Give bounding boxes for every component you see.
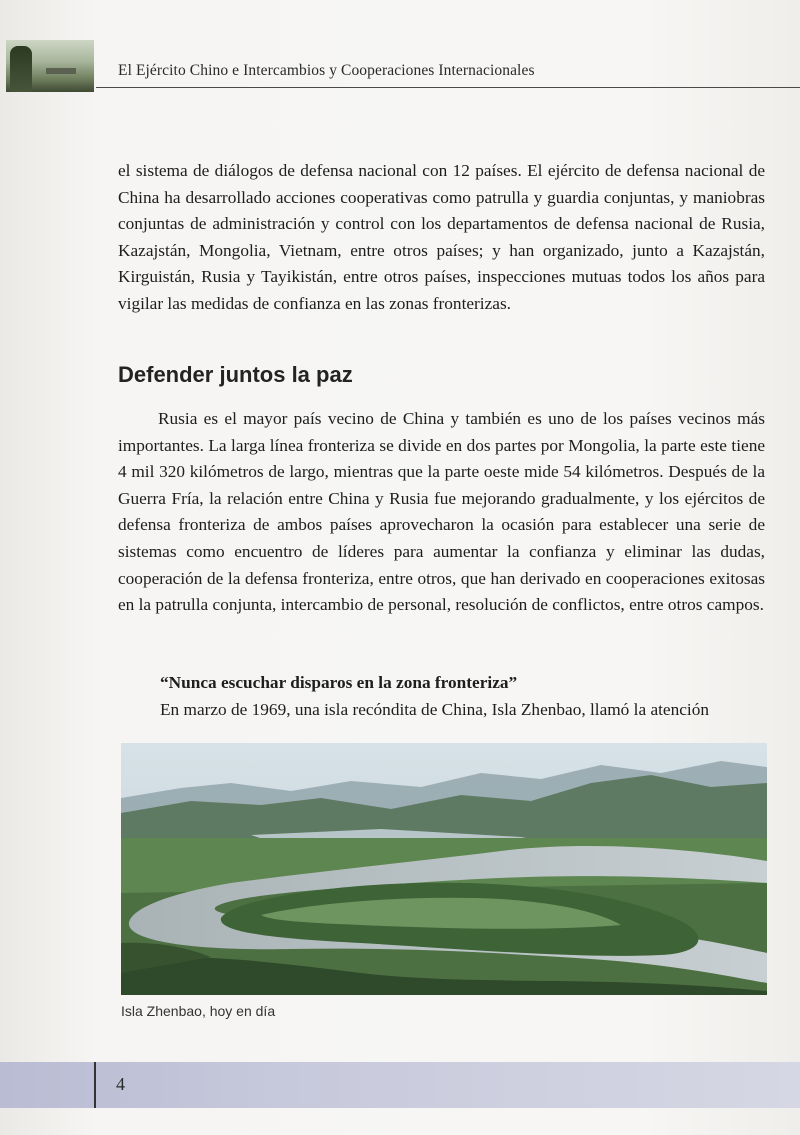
tree-silhouette — [10, 46, 32, 92]
header-rule — [96, 87, 800, 88]
footer-divider — [94, 1062, 96, 1108]
landscape-illustration — [121, 743, 767, 995]
section-heading: Defender juntos la paz — [118, 362, 353, 387]
running-header-title: El Ejército Chino e Intercambios y Cooperaciones Internacionales — [118, 62, 535, 79]
paragraph-intro: el sistema de diálogos de defensa nacional con 12 países. El ejército de defensa nacional de China ha desarrollado acciones cooperativas como patrulla y guardia conjuntas, y maniobras conjuntas de administración y control con los departamentos de defensa nacional de Rusia, Kazajstán, Mongolia, Vietnam, entre otros países; y han organizado, junto a Kazajstán, Kirguistán, Rusia y Tayikistán, entre otros países, inspecciones mutuas todos los años para vigilar las medidas de confianza en las zonas fronterizas. — [118, 161, 765, 313]
paragraph-zhenbao: En marzo de 1969, una isla recóndita de China, Isla Zhenbao, llamó la atención — [160, 700, 709, 719]
page-number: 4 — [116, 1074, 125, 1094]
paragraph-russia: Rusia es el mayor país vecino de China y también es uno de los países vecinos más importantes. La larga línea fronteriza se divide en dos partes por Mongolia, la parte este tiene 4 mil 320 kilómetros de largo, mientras que la parte oeste mide 54 kilómetros. Después de la Guerra Fría, la relación entre China y Rusia fue mejorando gradualmente, y los ejércitos de defensa fronteriza de ambos países aprovecharon la ocasión para establecer una serie de sistemas como encuentro de líderes para aumentar la confianza y eliminar las dudas, cooperación de la defensa fronteriza, entre otros, que han derivado en cooperaciones exitosas en la patrulla conjunta, intercambio de personal, resolución de conflictos, entre otros campos. — [118, 409, 765, 615]
ship-silhouette — [46, 68, 76, 74]
photo-caption: Isla Zhenbao, hoy en día — [121, 1003, 276, 1019]
header-thumbnail-image — [6, 40, 94, 92]
zhenbao-island-photo — [121, 743, 767, 995]
subsection-quote-title: “Nunca escuchar disparos en la zona fronteriza” — [160, 673, 518, 692]
